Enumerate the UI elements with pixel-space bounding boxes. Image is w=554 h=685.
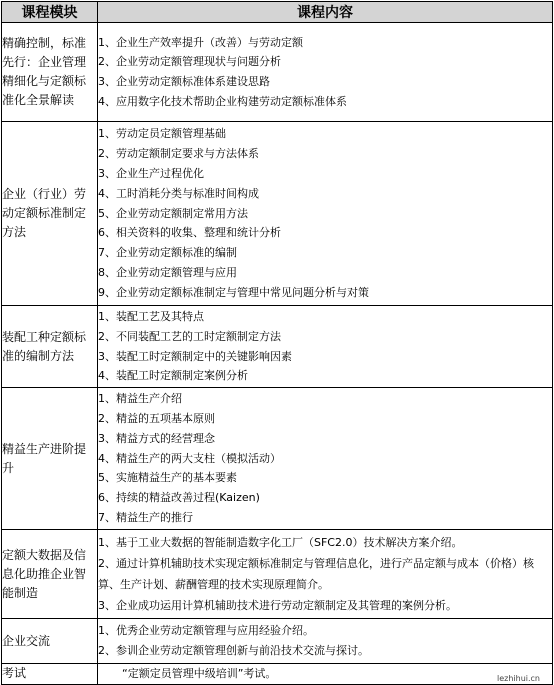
table-row — [2, 388, 553, 530]
content-cell — [98, 530, 553, 619]
list-item: 7、企业劳动定额标准的编制 — [98, 246, 237, 260]
table-row — [2, 23, 553, 122]
content-cell — [98, 619, 553, 664]
list-item: 5、企业劳动定额制定常用方法 — [98, 206, 248, 220]
list-item: 6、持续的精益改善过程(Kaizen) — [98, 491, 260, 505]
list-item: 4、应用数字化技术帮助企业构建劳动定额标准体系 — [98, 94, 347, 108]
content-list — [98, 124, 552, 303]
list-item: 6、相关资料的收集、整理和统计分析 — [98, 226, 281, 240]
list-item: 2、不同装配工艺的工时定额制定方法 — [98, 329, 281, 343]
course-table — [1, 1, 553, 685]
list-item: 8、企业劳动定额管理与应用 — [98, 266, 237, 280]
list-item: 3、企业成功运用计算机辅助技术进行劳动定额制定及其管理的案例分析。 — [98, 599, 457, 612]
content-cell — [98, 306, 553, 388]
table-row — [2, 530, 553, 619]
list-item: 1、企业生产效率提升（改善）与劳动定额 — [98, 35, 303, 49]
content-cell — [98, 23, 553, 122]
list-item: 1、精益生产介绍 — [98, 391, 182, 405]
table-row — [2, 619, 553, 664]
module-cell: 精确控制，标准先行：企业管理精细化与定额标准化全景解读 — [2, 23, 98, 122]
watermark-text: lezhihui.cn — [496, 674, 540, 683]
table-header-row — [2, 2, 553, 23]
list-item: 1、优秀企业劳动定额管理与应用经验介绍。 — [98, 624, 314, 637]
list-item: 1、基于工业大数据的智能制造数字化工厂（SFC2.0）技术解决方案介绍。 — [98, 536, 463, 549]
module-cell: 装配工种定额标准的编制方法 — [2, 306, 98, 388]
list-item: 3、企业劳动定额标准体系建设思路 — [98, 75, 270, 88]
list-item: 3、精益方式的经营理念 — [98, 431, 215, 445]
list-item: 4、工时消耗分类与标准时间构成 — [98, 186, 259, 200]
table-row — [2, 122, 553, 306]
list-item: 4、装配工时定额制定案例分析 — [98, 369, 248, 383]
list-item: 2、参训企业劳动定额管理创新与前沿技术交流与探讨。 — [98, 644, 369, 657]
module-cell: 企业交流 — [2, 619, 98, 664]
table-row — [2, 664, 553, 685]
module-cell: 企业（行业）劳动定额标准制定方法 — [2, 122, 98, 306]
content-list — [98, 389, 552, 528]
header-module: 课程模块 — [2, 2, 98, 23]
content-list — [98, 621, 552, 661]
list-item: 2、通过计算机辅助技术实现定额标准制定与管理信息化，进行产品定额与成本（价格）核算、生产计划、薪酬管理的技术实现原理简介。 — [98, 557, 534, 591]
content-cell — [98, 388, 553, 530]
content-list — [98, 307, 552, 387]
content-cell — [98, 122, 553, 306]
table-row — [2, 306, 553, 388]
module-cell: 精益生产进阶提升 — [2, 388, 98, 530]
list-item: 1、装配工艺及其特点 — [98, 309, 204, 323]
list-item: 2、企业劳动定额管理现状与问题分析 — [98, 55, 281, 69]
module-cell: 定额大数据及信息化助推企业智能制造 — [2, 530, 98, 619]
header-content: 课程内容 — [98, 2, 553, 23]
list-item: “定额定员管理中级培训”考试。 — [122, 667, 277, 680]
list-item: 7、精益生产的推行 — [98, 511, 193, 525]
list-item: 9、企业劳动定额标准制定与管理中常见问题分析与对策 — [98, 286, 369, 300]
content-list — [122, 664, 552, 684]
list-item: 2、精益的五项基本原则 — [98, 411, 215, 425]
list-item: 4、精益生产的两大支柱（模拟活动） — [98, 451, 281, 465]
content-cell — [98, 664, 553, 685]
list-item: 2、劳动定额制定要求与方法体系 — [98, 146, 259, 160]
list-item: 3、装配工时定额制定中的关键影响因素 — [98, 349, 292, 363]
list-item: 5、实施精益生产的基本要素 — [98, 471, 237, 485]
content-list — [98, 532, 552, 616]
list-item: 1、劳动定员定额管理基础 — [98, 126, 226, 140]
list-item: 3、企业生产过程优化 — [98, 166, 204, 180]
content-list — [98, 33, 552, 112]
module-cell: 考试 — [2, 664, 98, 685]
